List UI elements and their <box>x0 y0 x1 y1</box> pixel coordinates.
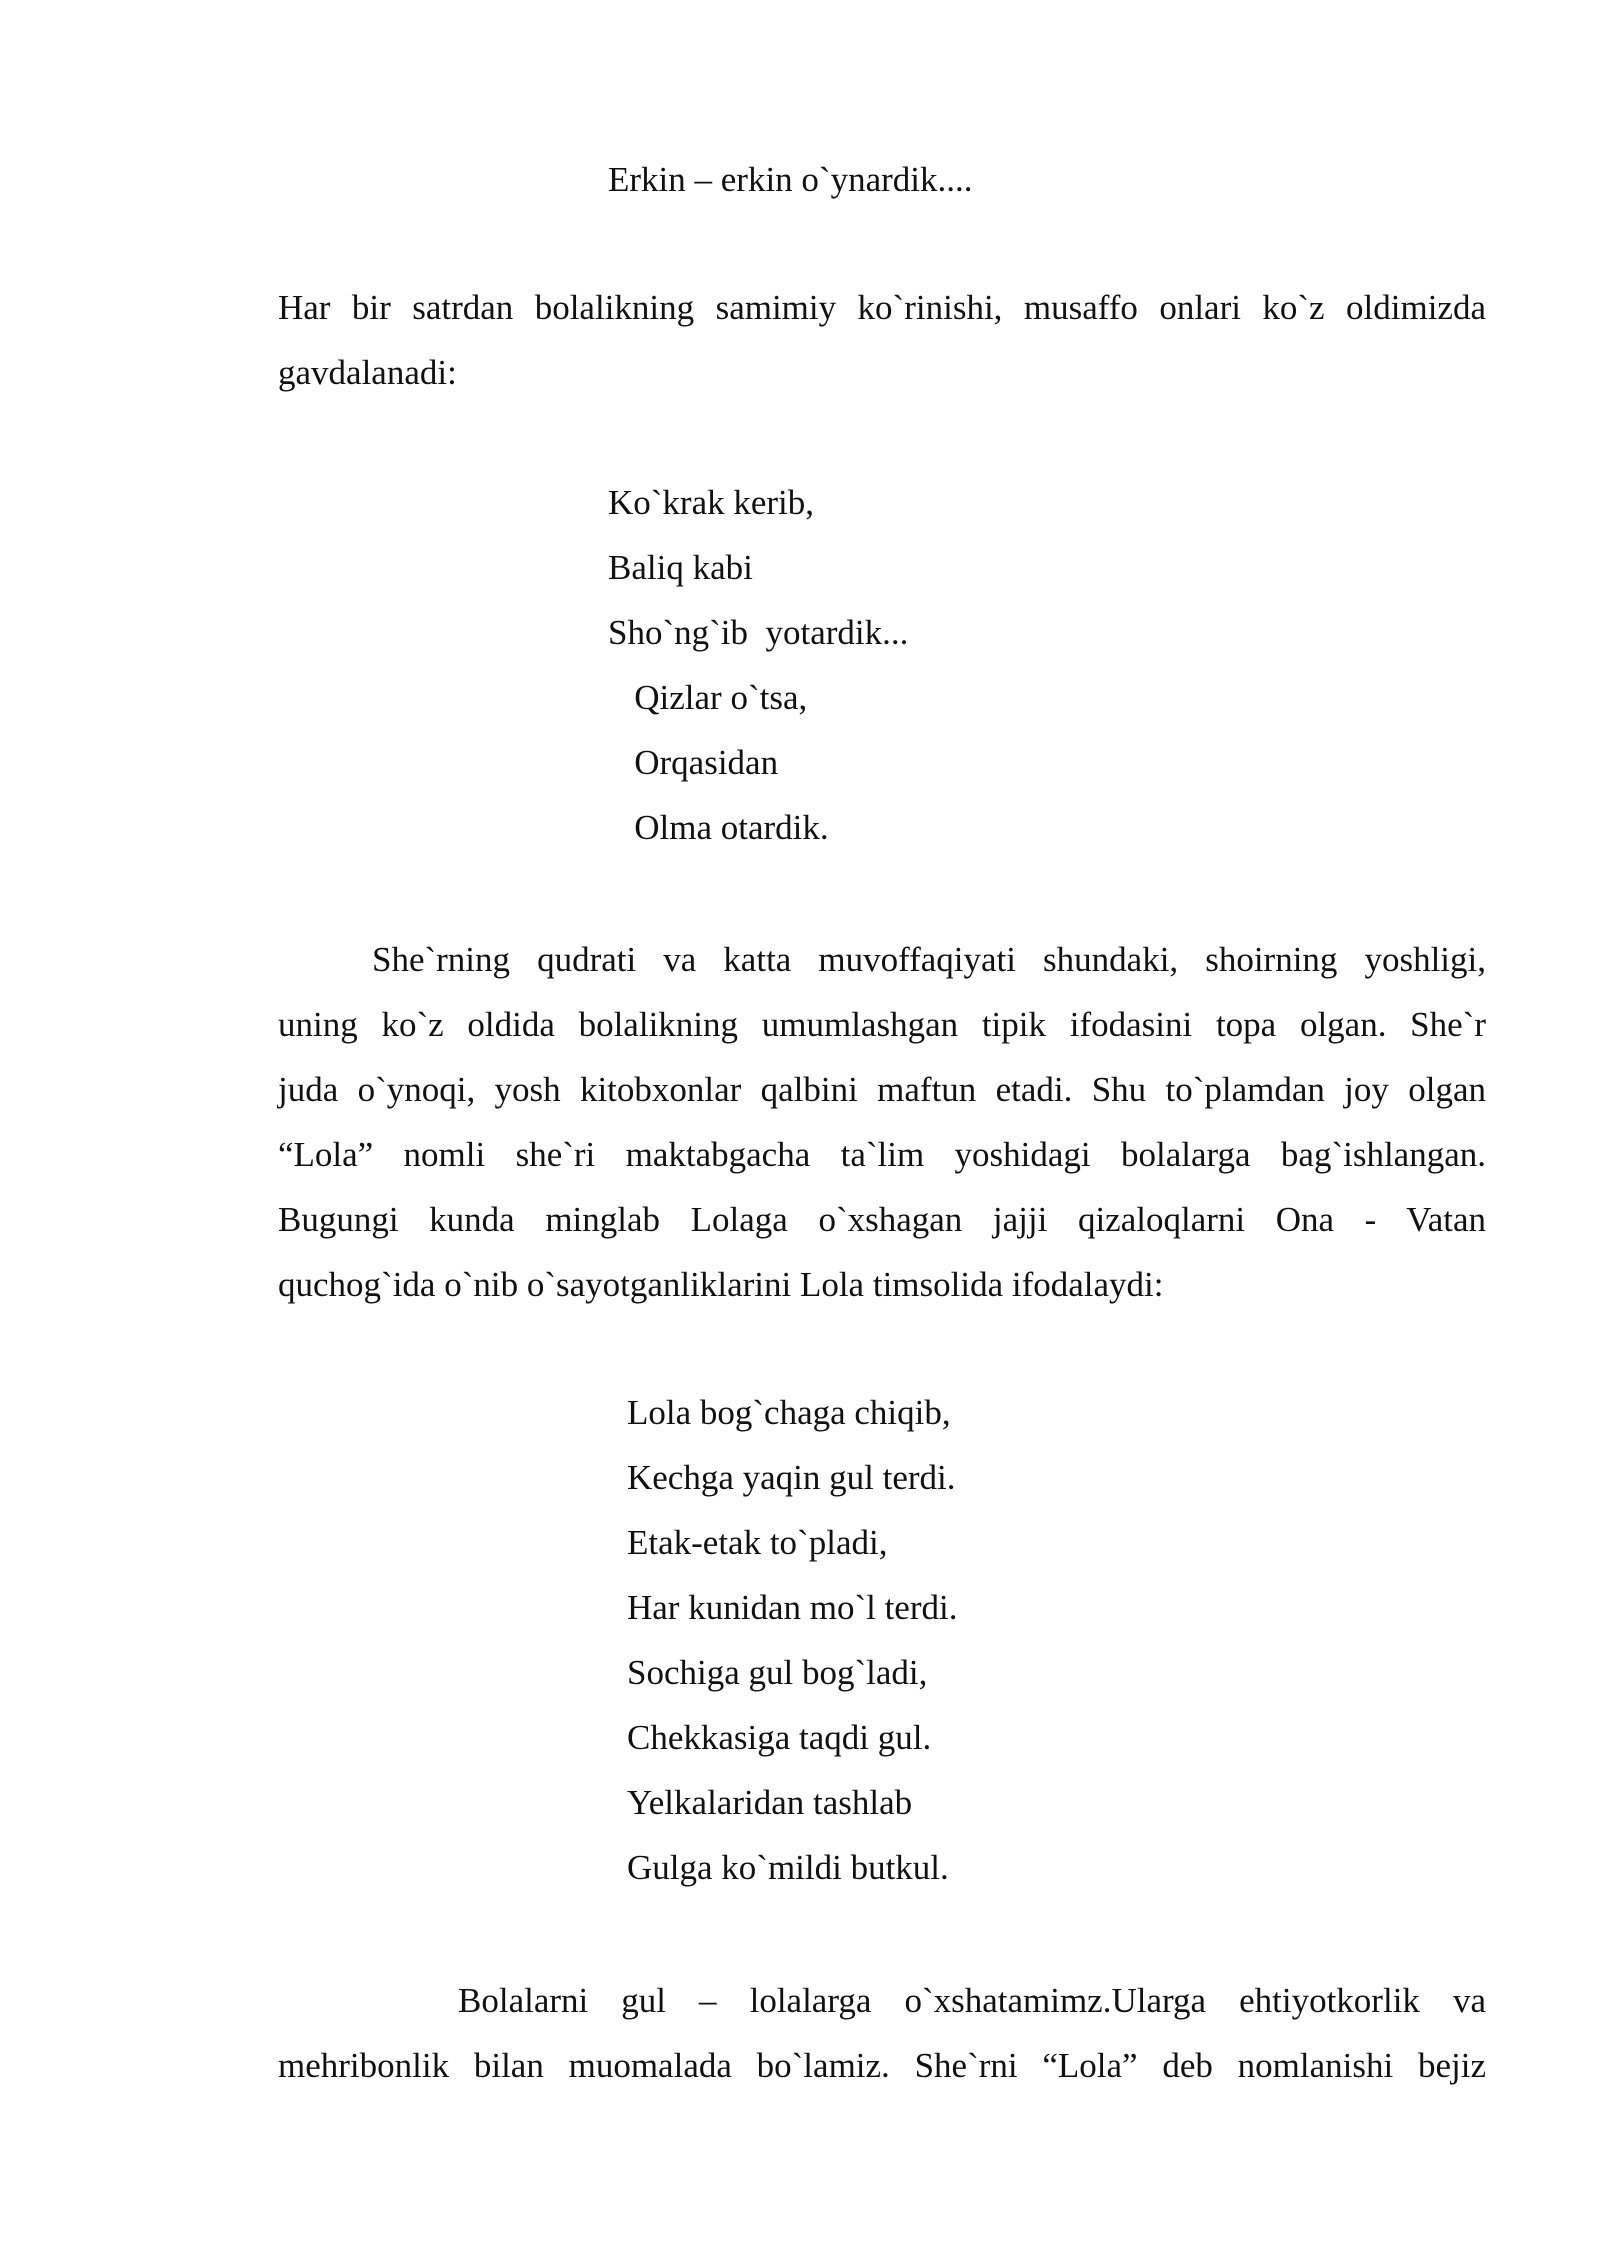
verse-line: Sho`ng`ib yotardik... <box>608 613 909 652</box>
verse-1 <box>608 470 908 860</box>
paragraph-line: gavdalanadi: <box>278 353 457 392</box>
paragraph-line: uning ko`z oldida bolalikning umumlashgan tipik ifodasini topa olgan. She`r <box>278 1005 1486 1044</box>
paragraph-line: quchog`ida o`nib o`sayotganliklarini Lola timsolida ifodalaydi: <box>278 1265 1164 1304</box>
verse-line: Kechga yaqin gul terdi. <box>627 1458 956 1497</box>
verse-line: Qizlar o`tsa, <box>608 678 808 717</box>
verse-line: Orqasidan <box>608 743 779 782</box>
paragraph-line: Bugungi kunda minglab Lolaga o`xshagan jajji qizaloqlarni Ona - Vatan <box>278 1200 1486 1239</box>
paragraph-1 <box>278 275 1486 405</box>
paragraph-line: “Lola” nomli she`ri maktabgacha ta`lim yoshidagi bolalarga bag`ishlangan. <box>278 1135 1486 1174</box>
paragraph-line: She`rning qudrati va katta muvoffaqiyati shundaki, shoirning yoshligi, <box>372 940 1486 979</box>
page-heading: Erkin – erkin o`ynardik.... <box>608 160 973 199</box>
verse-line: Olma otardik. <box>608 808 829 847</box>
paragraph-2 <box>278 927 1486 1317</box>
paragraph-line: Har bir satrdan bolalikning samimiy ko`rinishi, musaffo onlari ko`z oldimizda <box>278 288 1486 327</box>
verse-line: Yelkalaridan tashlab <box>627 1783 913 1822</box>
verse-line: Etak-etak to`pladi, <box>627 1523 888 1562</box>
paragraph-3 <box>278 1968 1486 2098</box>
verse-line: Ko`krak kerib, <box>608 483 815 522</box>
verse-line: Har kunidan mo`l terdi. <box>627 1588 958 1627</box>
verse-line: Chekkasiga taqdi gul. <box>627 1718 932 1757</box>
verse-line: Gulga ko`mildi butkul. <box>627 1848 949 1887</box>
verse-2 <box>627 1380 957 1900</box>
paragraph-line: Bolalarni gul – lolalarga o`xshatamimz.Ularga ehtiyotkorlik va <box>458 1981 1486 2020</box>
verse-line: Lola bog`chaga chiqib, <box>627 1393 951 1432</box>
verse-line: Baliq kabi <box>608 548 753 587</box>
paragraph-line: mehribonlik bilan muomalada bo`lamiz. She`rni “Lola” deb nomlanishi bejiz <box>278 2046 1486 2085</box>
verse-line: Sochiga gul bog`ladi, <box>627 1653 928 1692</box>
paragraph-line: juda o`ynoqi, yosh kitobxonlar qalbini maftun etadi. Shu to`plamdan joy olgan <box>278 1070 1486 1109</box>
